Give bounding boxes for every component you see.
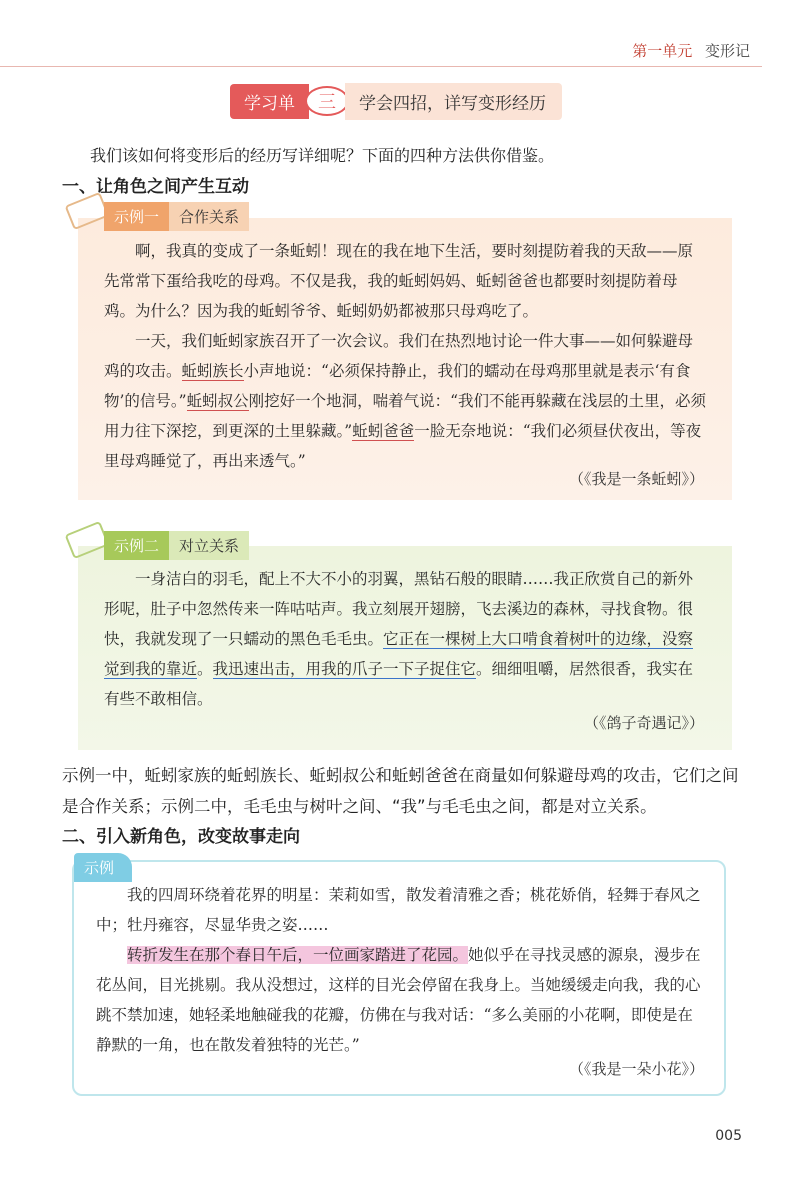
worksheet-label: 学习单 bbox=[230, 84, 309, 119]
example1-name: 合作关系 bbox=[169, 202, 249, 231]
example2-tag bbox=[104, 531, 249, 560]
page-header bbox=[632, 40, 750, 61]
header-divider bbox=[0, 66, 762, 67]
summary-text: 示例一中，蚯蚓家族的蚯蚓族长、蚯蚓叔公和蚯蚓爸爸在商量如何躲避母鸡的攻击，它们之间是合作关系；示例二中，毛毛虫与树叶之间、“我”与毛毛虫之间，都是对立关系。 bbox=[62, 766, 739, 816]
example3-tag bbox=[74, 853, 132, 882]
example1-source: （《我是一条蚯蚓》） bbox=[568, 470, 704, 488]
unit-title: 变形记 bbox=[704, 42, 750, 60]
underline-leaf-edge: 它正在一棵树上大口啃食着树叶的边缘，没察觉到我的靠近 bbox=[104, 630, 694, 678]
worksheet-title bbox=[230, 84, 562, 118]
underline-father: 蚯蚓爸爸 bbox=[352, 422, 415, 440]
underline-clan-chief: 蚯蚓族长 bbox=[181, 362, 244, 380]
example1-paragraph-1: 啊，我真的变成了一条蚯蚓！现在的我在地下生活，要时刻提防着我的天敌——原先常常下蛋给我吃的母鸡。不仅是我，我的蚯蚓妈妈、蚯蚓爸爸也都要时刻提防着母鸡。为什么？因为我的蚯蚓爷爷、蚯蚓奶奶都被那只母鸡吃了。 bbox=[104, 242, 694, 320]
example2-label: 示例二 bbox=[104, 531, 169, 560]
highlight-turning-point: 转折发生在那个春日午后，一位画家踏进了花园。 bbox=[127, 946, 469, 964]
example3-source: （《我是一朵小花》） bbox=[568, 1060, 704, 1078]
example3-paragraph-1: 我的四周环绕着花界的明星：茉莉如雪，散发着清雅之香；桃花娇俏，轻舞于春风之中；牡丹雍容，尽显华贵之姿…… bbox=[96, 886, 701, 934]
intro-text: 我们该如何将变形后的经历写详细呢？下面的四种方法供你借鉴。 bbox=[90, 146, 555, 165]
example3-paragraph-2: 转折发生在那个春日午后，一位画家踏进了花园。她似乎在寻找灵感的源泉，漫步在花丛间，目光挑剔。我从没想过，这样的目光会停留在我身上。当她缓缓走向我，我的心跳不禁加速，她轻柔地触碰我的花瓣，仿佛在与我对话：“多么美丽的小花啊，即使是在静默的一角，也在散发着独特的光芒。” bbox=[96, 946, 701, 1054]
example2-name: 对立关系 bbox=[169, 531, 249, 560]
section-heading-2: 二、引入新角色，改变故事走向 bbox=[62, 827, 300, 847]
unit-label: 第一单元 bbox=[632, 42, 693, 60]
page-number: 005 bbox=[715, 1128, 742, 1144]
example2-paragraph: 一身洁白的羽毛，配上不大不小的羽翼，黑钻石般的眼睛……我正欣赏自己的新外形呢，肚子中忽然传来一阵咕咕声。我立刻展开翅膀，飞去溪边的森林，寻找食物。很快，我就发现了一只蠕动的黑色毛毛虫。它正在一棵树上大口啃食着树叶的边缘，没察觉到我的靠近。我迅速出击，用我的爪子一下子捉住它。细细咀嚼，居然很香，我实在有些不敢相信。 bbox=[104, 570, 694, 708]
example1-tag bbox=[104, 202, 249, 231]
worksheet-number: 三 bbox=[305, 86, 349, 116]
example1-paragraph-2: 一天，我们蚯蚓家族召开了一次会议。我们在热烈地讨论一件大事——如何躲避母鸡的攻击。蚯蚓族长小声地说：“必须保持静止，我们的蠕动在母鸡那里就是表示‘有食物’的信号。”蚯蚓叔公刚挖好一个地洞，喘着气说：“我们不能再躲藏在浅层的土里，必须用力往下深挖，到更深的土里躲藏。”蚯蚓爸爸一脸无奈地说：“我们必须昼伏夜出，等夜里母鸡睡觉了，再出来透气。” bbox=[104, 332, 707, 470]
section-heading-1: 一、让角色之间产生互动 bbox=[62, 177, 249, 197]
underline-catch: 我迅速出击，用我的爪子一下子捉住它 bbox=[212, 660, 477, 678]
underline-great-uncle: 蚯蚓叔公 bbox=[186, 392, 249, 410]
example2-source: （《鸽子奇遇记》） bbox=[583, 714, 704, 732]
example1-label: 示例一 bbox=[104, 202, 169, 231]
example3-label: 示例 bbox=[74, 853, 132, 882]
worksheet-heading: 学会四招，详写变形经历 bbox=[345, 83, 562, 120]
